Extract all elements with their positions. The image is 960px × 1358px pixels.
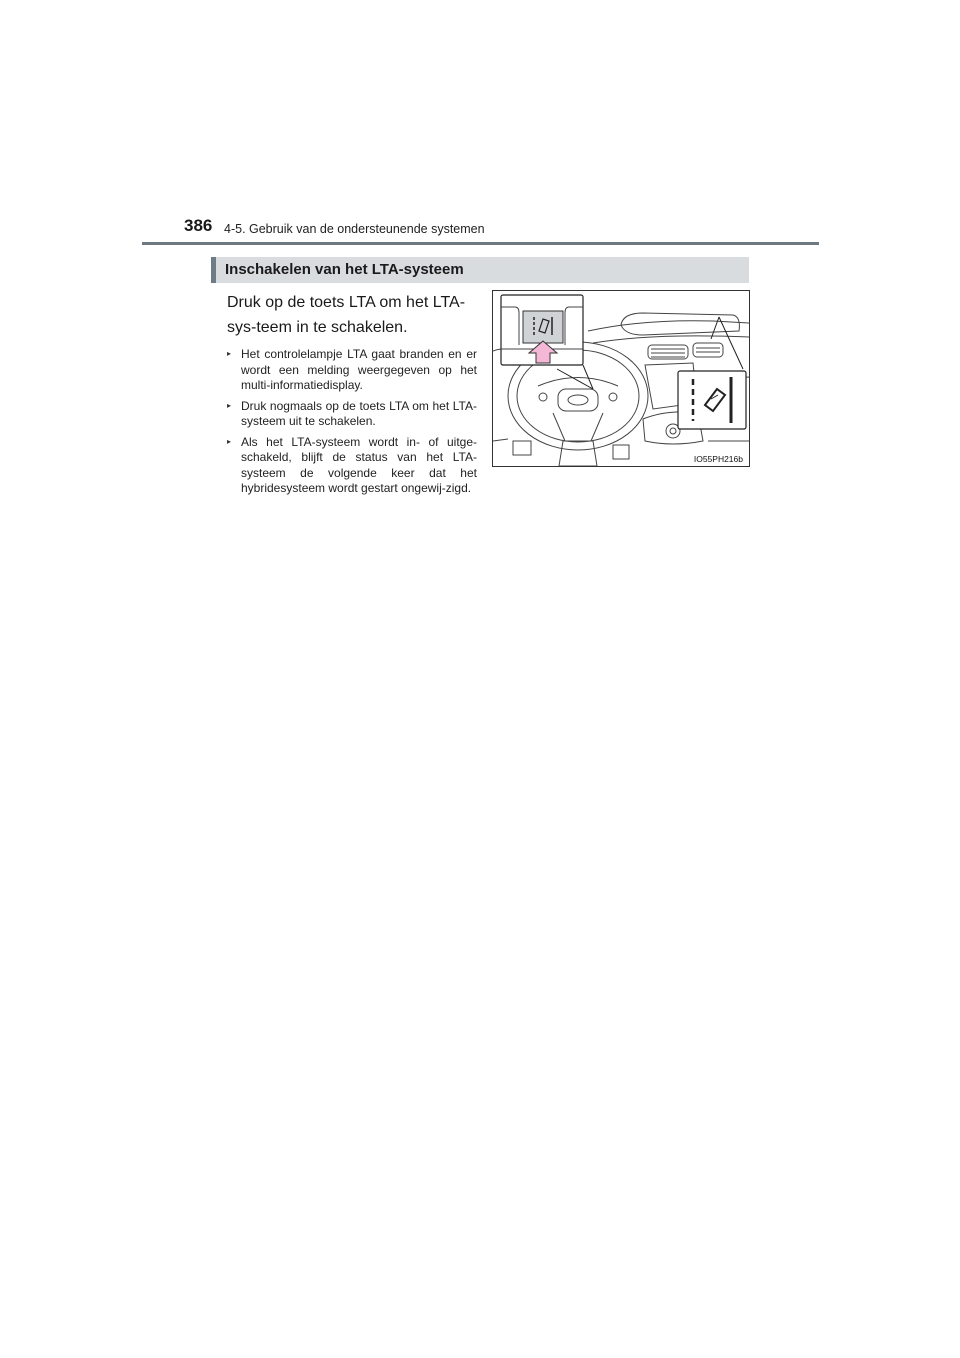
dashboard-drawing xyxy=(493,291,749,466)
dashboard-illustration xyxy=(492,290,750,467)
header-rule xyxy=(142,242,819,245)
notes-list xyxy=(227,347,477,502)
figure-code: IO55PH216b xyxy=(693,454,743,464)
note-text: Het controlelampje LTA gaat branden en er wordt een melding weergegeven op het multi-informatiedisplay. xyxy=(241,347,477,392)
note-text: Druk nogmaals op de toets LTA om het LTA-systeem uit te schakelen. xyxy=(241,398,477,428)
note-text: Als het LTA-systeem wordt in- of uitge-schakeld, blijft de status van het LTA-systeem de volgende keer dat het hybridesysteem wordt gestart ongewij-zigd. xyxy=(241,434,477,495)
note-item xyxy=(227,435,477,497)
bullet-icon: ▸ xyxy=(227,436,232,446)
note-item xyxy=(227,399,477,430)
lta-indicator-icon xyxy=(678,371,746,429)
chapter-title: 4-5. Gebruik van de ondersteunende systemen xyxy=(224,222,485,236)
bullet-icon: ▸ xyxy=(227,349,232,358)
section-accent xyxy=(211,257,216,283)
bullet-icon: ▸ xyxy=(227,400,232,410)
section-heading-bar xyxy=(211,257,749,283)
instruction-text: Druk op de toets LTA om het LTA-sys-teem in te schakelen. xyxy=(227,294,466,336)
page-number: 386 xyxy=(184,216,213,235)
note-item xyxy=(227,347,477,394)
section-title: Inschakelen van het LTA-systeem xyxy=(225,261,464,278)
